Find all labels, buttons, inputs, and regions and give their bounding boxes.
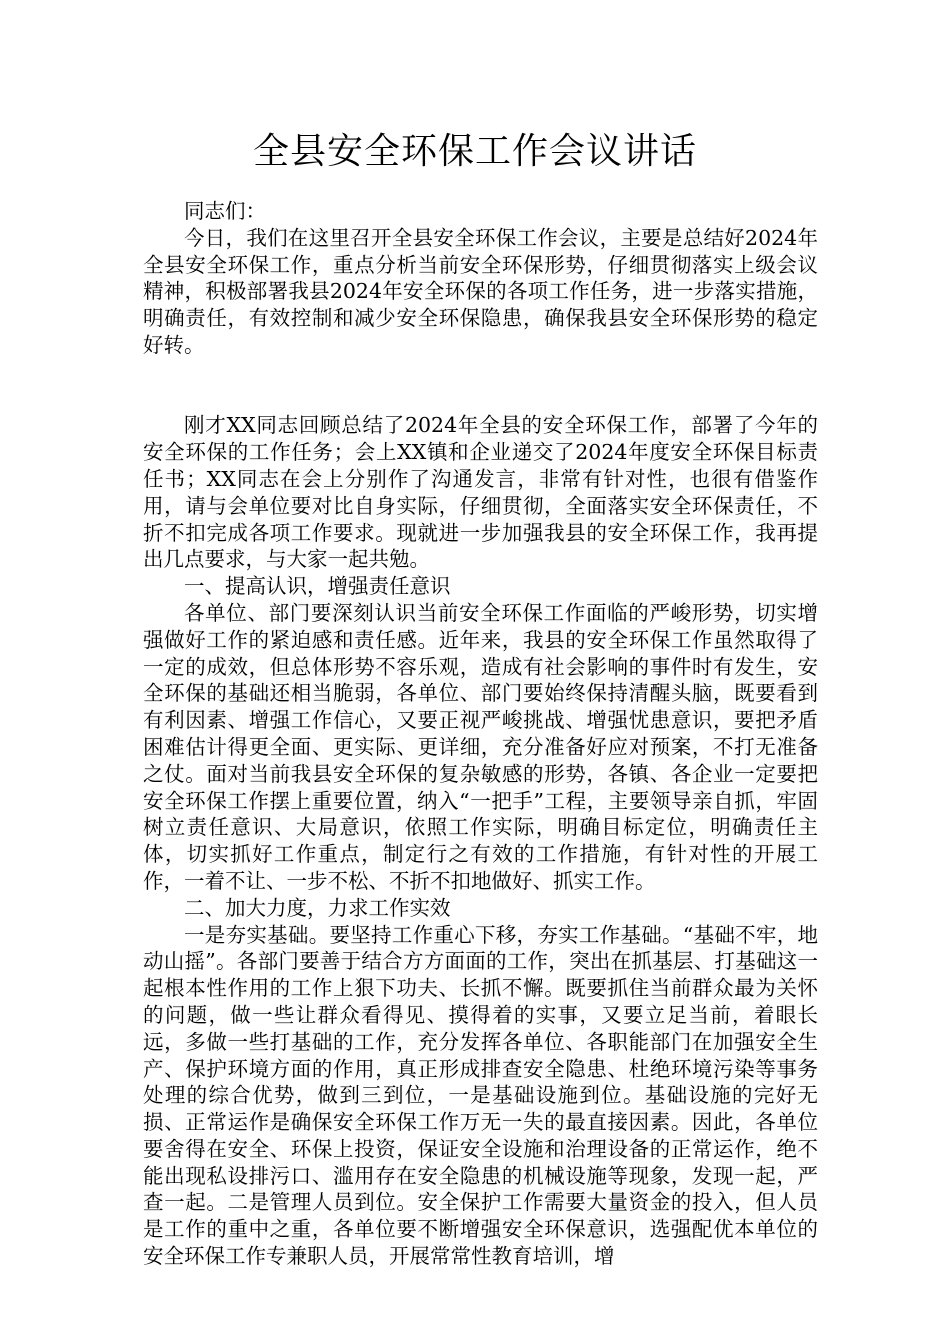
section-heading: 二、加大力度，力求工作实效	[184, 895, 451, 920]
section-heading: 一、提高认识，增强责任意识	[184, 574, 451, 599]
document-title: 全县安全环保工作会议讲话	[252, 131, 697, 172]
body-paragraph: 各单位、部门要深刻认识当前安全环保工作面临的严峻形势，切实增强做好工作的紧迫感和责任感。近年来，我县的安全环保工作虽然取得了一定的成效，但总体形势不容乐观，造成有社会影响的事件时有发生，安全环保的基础还相当脆弱，各单位、部门要始终保持清醒头脑，既要看到有利因素、增强工作信心，又要正视严峻挑战、增强忧患意识，要把矛盾困难估计得更全面、更实际、更详细，充分准备好应对预案，不打无准备之仗。面对当前我县安全环保的复杂敏感的形势，各镇、各企业一定要把安全环保工作摆上重要位置，纳入“一把手”工程，主要领导亲自抓，牢固树立责任意识、大局意识，依照工作实际，明确目标定位，明确责任主体，切实抓好工作重点，制定行之有效的工作措施，有针对性的开展工作，一着不让、一步不松、不折不扣地做好、抓实工作。	[143, 600, 818, 893]
body-paragraph: 刚才XX同志回顾总结了2024年全县的安全环保工作，部署了今年的安全环保的工作任务；会上XX镇和企业递交了2024年度安全环保目标责任书；XX同志在会上分别作了沟通发言，非常有针对性，也很有借鉴作用，请与会单位要对比自身实际，仔细贯彻，全面落实安全环保责任，不折不扣完成各项工作要求。现就进一步加强我县的安全环保工作，我再提出几点要求，与大家一起共勉。	[143, 413, 818, 572]
body-paragraph: 今日，我们在这里召开全县安全环保工作会议，主要是总结好2024年全县安全环保工作，重点分析当前安全环保形势，仔细贯彻落实上级会议精神，积极部署我县2024年安全环保的各项工作任务，进一步落实措施，明确责任，有效控制和减少安全环保隐患，确保我县安全环保形势的稳定好转。	[143, 225, 818, 357]
salutation: 同志们：	[184, 199, 266, 223]
document-body	[143, 198, 818, 1270]
body-paragraph: 一是夯实基础。要坚持工作重心下移，夯实工作基础。“基础不牢，地动山摇”。各部门要善于结合方方面面的工作，突出在抓基层、打基础这一起根本性作用的工作上狠下功夫、长抓不懈。既要抓住当前群众最为关怀的问题，做一些让群众看得见、摸得着的实事，又要立足当前，着眼长远，多做一些打基础的工作，充分发挥各单位、各职能部门在加强安全生产、保护环境方面的作用，真正形成排查安全隐患、杜绝环境污染等事务处理的综合优势，做到三到位，一是基础设施到位。基础设施的完好无损、正常运作是确保安全环保工作万无一失的最直接因素。因此，各单位要舍得在安全、环保上投资，保证安全设施和治理设备的正常运作，绝不能出现私设排污口、滥用存在安全隐患的机械设施等现象，发现一起，严查一起。二是管理人员到位。安全保护工作需要大量资金的投入，但人员是工作的重中之重，各单位要不断增强安全环保意识，选强配优本单位的安全环保工作专兼职人员，开展常常性教育培训，增	[143, 922, 818, 1269]
blank-line	[143, 359, 818, 413]
